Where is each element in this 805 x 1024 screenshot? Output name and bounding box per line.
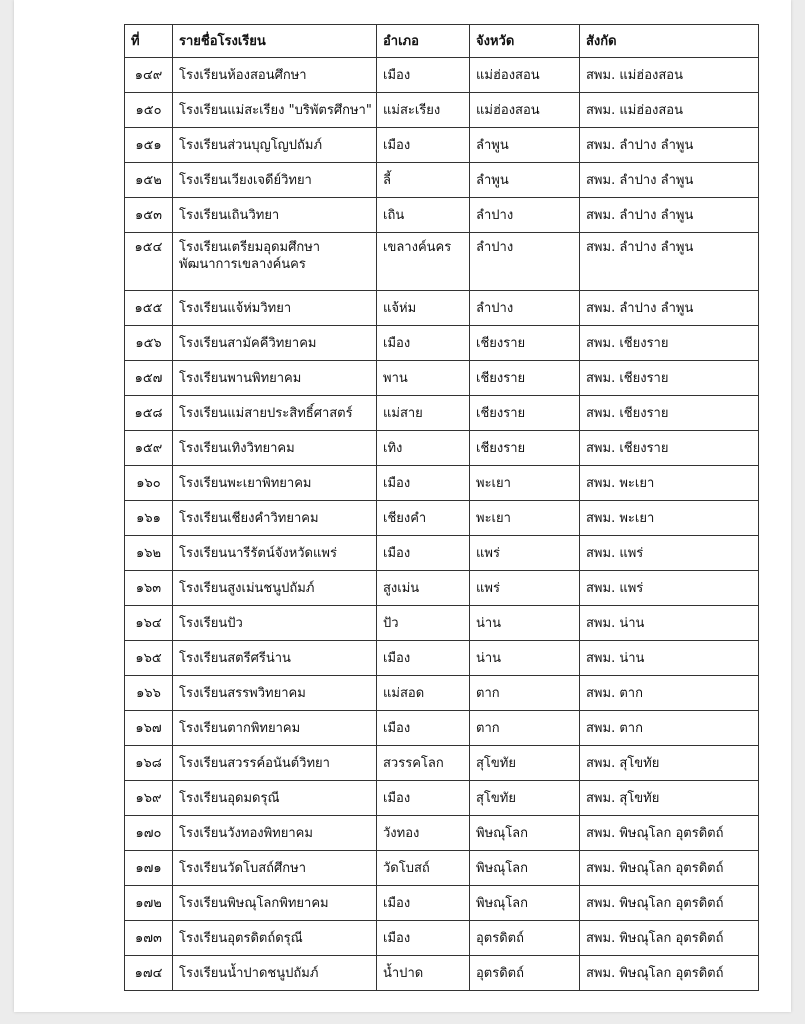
cell-affiliation: สพม. น่าน — [580, 641, 759, 676]
cell-affiliation: สพม. ตาก — [580, 711, 759, 746]
cell-affiliation: สพม. ตาก — [580, 676, 759, 711]
cell-province: ลำปาง — [470, 291, 580, 326]
table-row — [125, 606, 759, 641]
cell-affiliation: สพม. ลำปาง ลำพูน — [580, 163, 759, 198]
table-row — [125, 676, 759, 711]
table-row — [125, 921, 759, 956]
cell-school-name: โรงเรียนพิษณุโลกพิทยาคม — [173, 886, 377, 921]
cell-school-name: โรงเรียนตากพิทยาคม — [173, 711, 377, 746]
cell-province: เชียงราย — [470, 431, 580, 466]
cell-affiliation: สพม. พิษณุโลก อุตรดิตถ์ — [580, 921, 759, 956]
cell-no: ๑๖๔ — [125, 606, 173, 641]
cell-district: เมือง — [377, 536, 470, 571]
cell-no: ๑๗๑ — [125, 851, 173, 886]
cell-affiliation: สพม. ลำปาง ลำพูน — [580, 233, 759, 291]
header-province: จังหวัด — [470, 25, 580, 58]
cell-no: ๑๗๐ — [125, 816, 173, 851]
cell-affiliation: สพม. น่าน — [580, 606, 759, 641]
cell-school-name: โรงเรียนห้องสอนศึกษา — [173, 58, 377, 93]
school-name-line-2: พัฒนาการเขลางค์นคร — [179, 257, 306, 272]
cell-no: ๑๕๔ — [125, 233, 173, 291]
cell-province: น่าน — [470, 641, 580, 676]
cell-affiliation: สพม. ลำปาง ลำพูน — [580, 291, 759, 326]
cell-affiliation: สพม. พะเยา — [580, 466, 759, 501]
cell-affiliation: สพม. แพร่ — [580, 571, 759, 606]
table-row — [125, 361, 759, 396]
cell-province: แม่ฮ่องสอน — [470, 93, 580, 128]
cell-affiliation: สพม. พิษณุโลก อุตรดิตถ์ — [580, 816, 759, 851]
cell-no: ๑๖๓ — [125, 571, 173, 606]
table-row — [125, 93, 759, 128]
cell-province: ตาก — [470, 711, 580, 746]
cell-district: น้ำปาด — [377, 956, 470, 991]
cell-no: ๑๖๑ — [125, 501, 173, 536]
cell-district: เถิน — [377, 198, 470, 233]
cell-district: เมือง — [377, 641, 470, 676]
cell-district: แจ้ห่ม — [377, 291, 470, 326]
cell-province: สุโขทัย — [470, 746, 580, 781]
cell-district: แม่สาย — [377, 396, 470, 431]
cell-province: แพร่ — [470, 536, 580, 571]
cell-school-name: โรงเรียนสตรีศรีน่าน — [173, 641, 377, 676]
cell-school-name: โรงเรียนพะเยาพิทยาคม — [173, 466, 377, 501]
cell-school-name — [173, 233, 377, 291]
cell-province: น่าน — [470, 606, 580, 641]
cell-affiliation: สพม. พิษณุโลก อุตรดิตถ์ — [580, 886, 759, 921]
table-row — [125, 58, 759, 93]
cell-school-name: โรงเรียนสามัคคีวิทยาคม — [173, 326, 377, 361]
cell-province: เชียงราย — [470, 361, 580, 396]
cell-school-name: โรงเรียนปัว — [173, 606, 377, 641]
cell-province: ลำพูน — [470, 128, 580, 163]
cell-no: ๑๕๐ — [125, 93, 173, 128]
cell-district: เมือง — [377, 921, 470, 956]
cell-province: เชียงราย — [470, 396, 580, 431]
cell-province: เชียงราย — [470, 326, 580, 361]
table-row — [125, 816, 759, 851]
table-row — [125, 233, 759, 291]
cell-school-name: โรงเรียนวัดโบสถ์ศึกษา — [173, 851, 377, 886]
cell-district: เขลางค์นคร — [377, 233, 470, 291]
cell-district: เมือง — [377, 466, 470, 501]
cell-school-name: โรงเรียนเชียงคำวิทยาคม — [173, 501, 377, 536]
cell-province: สุโขทัย — [470, 781, 580, 816]
cell-school-name: โรงเรียนสรรพวิทยาคม — [173, 676, 377, 711]
table-row — [125, 571, 759, 606]
table-row — [125, 641, 759, 676]
table-header-row — [125, 25, 759, 58]
cell-no: ๑๖๖ — [125, 676, 173, 711]
header-affiliation: สังกัด — [580, 25, 759, 58]
cell-affiliation: สพม. เชียงราย — [580, 431, 759, 466]
cell-province: ลำปาง — [470, 198, 580, 233]
cell-district: แม่สะเรียง — [377, 93, 470, 128]
cell-no: ๑๕๕ — [125, 291, 173, 326]
cell-no: ๑๕๗ — [125, 361, 173, 396]
table-row — [125, 396, 759, 431]
cell-affiliation: สพม. พิษณุโลก อุตรดิตถ์ — [580, 956, 759, 991]
cell-affiliation: สพม. แม่ฮ่องสอน — [580, 93, 759, 128]
cell-no: ๑๖๕ — [125, 641, 173, 676]
cell-affiliation: สพม. เชียงราย — [580, 361, 759, 396]
cell-district: สูงเม่น — [377, 571, 470, 606]
cell-province: พะเยา — [470, 466, 580, 501]
cell-district: สวรรคโลก — [377, 746, 470, 781]
cell-affiliation: สพม. สุโขทัย — [580, 746, 759, 781]
table-row — [125, 163, 759, 198]
table-row — [125, 501, 759, 536]
table-row — [125, 326, 759, 361]
cell-affiliation: สพม. แพร่ — [580, 536, 759, 571]
cell-affiliation: สพม. ลำปาง ลำพูน — [580, 198, 759, 233]
header-district: อำเภอ — [377, 25, 470, 58]
table-row — [125, 431, 759, 466]
cell-school-name: โรงเรียนอุตรดิตถ์ดรุณี — [173, 921, 377, 956]
cell-school-name: โรงเรียนสูงเม่นชนูปถัมภ์ — [173, 571, 377, 606]
table-row — [125, 128, 759, 163]
cell-school-name: โรงเรียนพานพิทยาคม — [173, 361, 377, 396]
cell-district: พาน — [377, 361, 470, 396]
cell-school-name: โรงเรียนสวรรค์อนันต์วิทยา — [173, 746, 377, 781]
cell-district: เชียงคำ — [377, 501, 470, 536]
cell-school-name: โรงเรียนแม่สายประสิทธิ์ศาสตร์ — [173, 396, 377, 431]
cell-no: ๑๗๓ — [125, 921, 173, 956]
cell-province: ตาก — [470, 676, 580, 711]
cell-school-name: โรงเรียนแจ้ห่มวิทยา — [173, 291, 377, 326]
cell-district: เมือง — [377, 326, 470, 361]
cell-province: แม่ฮ่องสอน — [470, 58, 580, 93]
table-row — [125, 466, 759, 501]
cell-no: ๑๖๗ — [125, 711, 173, 746]
cell-province: อุตรดิตถ์ — [470, 921, 580, 956]
cell-district: เมือง — [377, 58, 470, 93]
cell-affiliation: สพม. สุโขทัย — [580, 781, 759, 816]
cell-district: วัดโบสถ์ — [377, 851, 470, 886]
cell-district: เมือง — [377, 128, 470, 163]
cell-no: ๑๔๙ — [125, 58, 173, 93]
school-name-line-1: โรงเรียนเตรียมอุดมศึกษา — [179, 240, 321, 255]
table-row — [125, 711, 759, 746]
cell-school-name: โรงเรียนเวียงเจดีย์วิทยา — [173, 163, 377, 198]
cell-no: ๑๗๒ — [125, 886, 173, 921]
cell-province: พะเยา — [470, 501, 580, 536]
cell-affiliation: สพม. พิษณุโลก อุตรดิตถ์ — [580, 851, 759, 886]
cell-affiliation: สพม. ลำปาง ลำพูน — [580, 128, 759, 163]
cell-no: ๑๖๘ — [125, 746, 173, 781]
cell-no: ๑๖๐ — [125, 466, 173, 501]
cell-district: ลี้ — [377, 163, 470, 198]
cell-district: เมือง — [377, 886, 470, 921]
cell-school-name: โรงเรียนเถินวิทยา — [173, 198, 377, 233]
cell-no: ๑๕๓ — [125, 198, 173, 233]
cell-province: ลำพูน — [470, 163, 580, 198]
cell-affiliation: สพม. พะเยา — [580, 501, 759, 536]
table-row — [125, 291, 759, 326]
cell-school-name: โรงเรียนอุดมดรุณี — [173, 781, 377, 816]
table-row — [125, 536, 759, 571]
cell-district: เมือง — [377, 711, 470, 746]
cell-no: ๑๕๘ — [125, 396, 173, 431]
cell-district: แม่สอด — [377, 676, 470, 711]
cell-province: ลำปาง — [470, 233, 580, 291]
cell-school-name: โรงเรียนน้ำปาดชนูปถัมภ์ — [173, 956, 377, 991]
cell-district: วังทอง — [377, 816, 470, 851]
cell-no: ๑๖๙ — [125, 781, 173, 816]
document-page — [14, 0, 791, 1012]
header-no: ที่ — [125, 25, 173, 58]
header-school-name: รายชื่อโรงเรียน — [173, 25, 377, 58]
cell-province: พิษณุโลก — [470, 816, 580, 851]
cell-affiliation: สพม. แม่ฮ่องสอน — [580, 58, 759, 93]
cell-province: พิษณุโลก — [470, 851, 580, 886]
cell-school-name: โรงเรียนเทิงวิทยาคม — [173, 431, 377, 466]
cell-no: ๑๕๑ — [125, 128, 173, 163]
cell-no: ๑๕๙ — [125, 431, 173, 466]
cell-school-name: โรงเรียนวังทองพิทยาคม — [173, 816, 377, 851]
cell-school-name: โรงเรียนแม่สะเรียง "บริพัตรศึกษา" — [173, 93, 377, 128]
cell-province: แพร่ — [470, 571, 580, 606]
cell-district: เทิง — [377, 431, 470, 466]
cell-no: ๑๕๖ — [125, 326, 173, 361]
cell-province: พิษณุโลก — [470, 886, 580, 921]
table-row — [125, 746, 759, 781]
table-row — [125, 886, 759, 921]
cell-district: ปัว — [377, 606, 470, 641]
cell-district: เมือง — [377, 781, 470, 816]
table-row — [125, 851, 759, 886]
cell-affiliation: สพม. เชียงราย — [580, 396, 759, 431]
cell-no: ๑๕๒ — [125, 163, 173, 198]
school-table — [124, 24, 759, 991]
cell-province: อุตรดิตถ์ — [470, 956, 580, 991]
table-row — [125, 956, 759, 991]
cell-school-name: โรงเรียนนารีรัตน์จังหวัดแพร่ — [173, 536, 377, 571]
cell-school-name: โรงเรียนส่วนบุญโญปถัมภ์ — [173, 128, 377, 163]
cell-no: ๑๖๒ — [125, 536, 173, 571]
table-row — [125, 198, 759, 233]
cell-no: ๑๗๔ — [125, 956, 173, 991]
table-row — [125, 781, 759, 816]
cell-affiliation: สพม. เชียงราย — [580, 326, 759, 361]
